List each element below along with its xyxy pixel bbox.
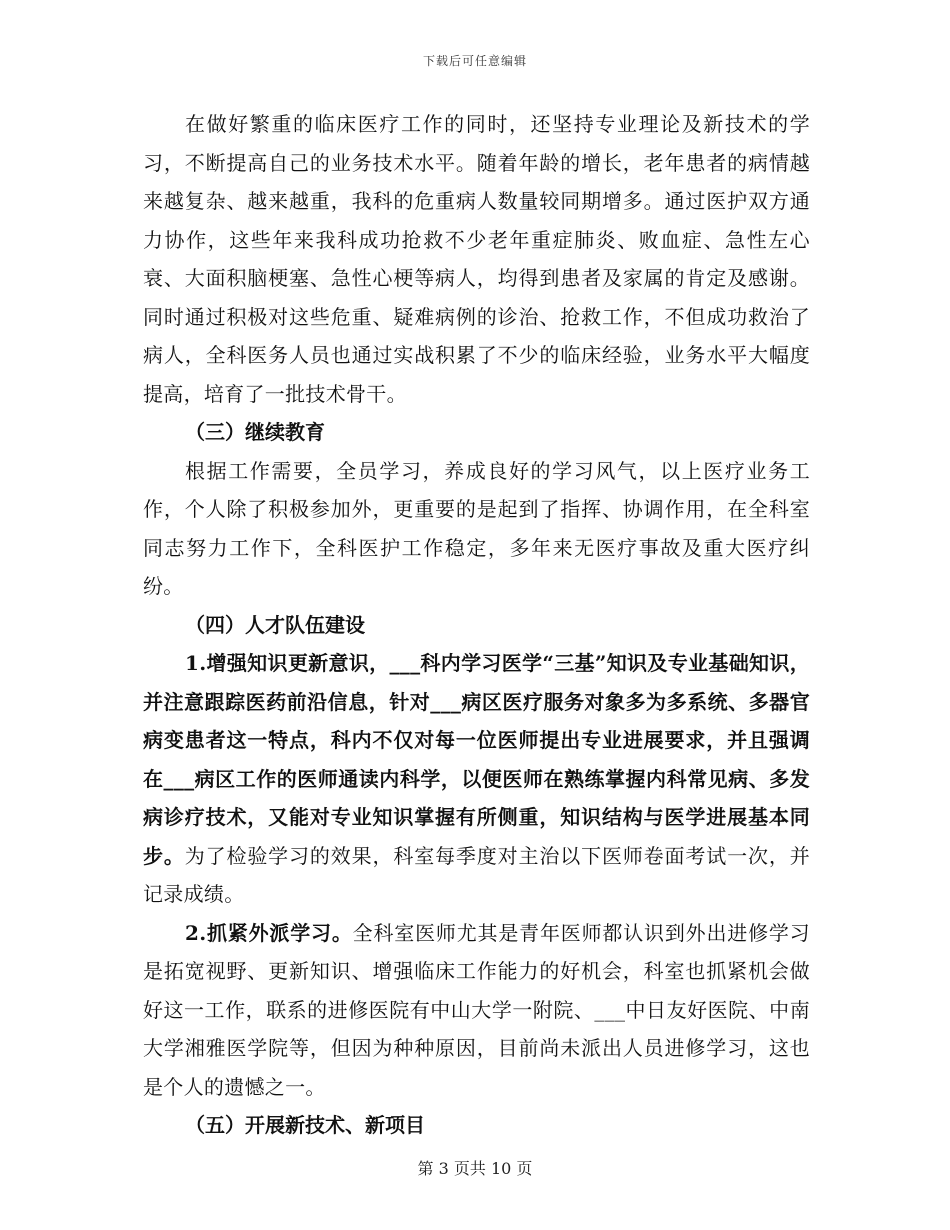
paragraph-knowledge-update-normal: 为了检验学习的效果，科室每季度对主治以下医师卷面考试一次，并记录成绩。 [143,843,811,906]
paragraph-external-study-bold: 2.抓紧外派学习。 [185,920,353,945]
paragraph-clinical-work: 在做好繁重的临床医疗工作的同时，还坚持专业理论及新技术的学习，不断提高自己的业务技术水平。随着年龄的增长，老年患者的病情越来越复杂、越来越重，我科的危重病人数量较同期增多。通过医护双方通力协作，这些年来我科成功抢救不少老年重症肺炎、败血症、急性左心衰、大面积脑梗塞、急性心梗等病人，均得到患者及家属的肯定及感谢。同时通过积极对这些危重、疑难病例的诊治、抢救工作，不但成功救治了病人，全科医务人员也通过实战积累了不少的临床经验，业务水平大幅度提高，培育了一批技术骨干。 [143,112,810,406]
section-heading-new-technology: （五）开展新技术、新项目 [185,1113,425,1137]
paragraph-knowledge-update [143,644,810,914]
paragraph-knowledge-update-bold: 1.增强知识更新意识，___科内学习医学“三基”知识及专业基础知识，并注意跟踪医药前沿信息，针对___病区医疗服务对象多为多系统、多器官病变患者这一特点，科内不仅对每一位医师提出专业进展要求，并且强调在___病区工作的医师通读内科学，以便医师在熟练掌握内科常见病、多发病诊疗技术，又能对专业知识掌握有所侧重，知识结构与医学进展基本同步。 [143,651,810,868]
paragraph-external-study [143,914,810,1107]
section-heading-talent-team: （四）人才队伍建设 [185,612,365,637]
page-header: 下载后可任意编辑 [422,54,527,68]
section-heading-continuing-education: （三）继续教育 [185,420,325,444]
page-footer: 第 3 页共 10 页 [417,1159,533,1178]
paragraph-continuing-education: 根据工作需要，全员学习，养成良好的学习风气，以上医疗业务工作，个人除了积极参加外，更重要的是起到了指挥、协调作用，在全科室同志努力工作下，全科医护工作稳定，多年来无医疗事故及重大医疗纠纷。 [143,458,810,598]
paragraph-external-study-normal: 全科室医师尤其是青年医师都认识到外出进修学习是拓宽视野、更新知识、增强临床工作能力的好机会，科室也抓紧机会做好这一工作，联系的进修医院有中山大学一附院、___中日友好医院、中南大学湘雅医学院等，但因为种种原因，目前尚未派出人员进修学习，这也是个人的遗憾之一。 [143,920,810,1099]
document-body [143,105,810,1145]
